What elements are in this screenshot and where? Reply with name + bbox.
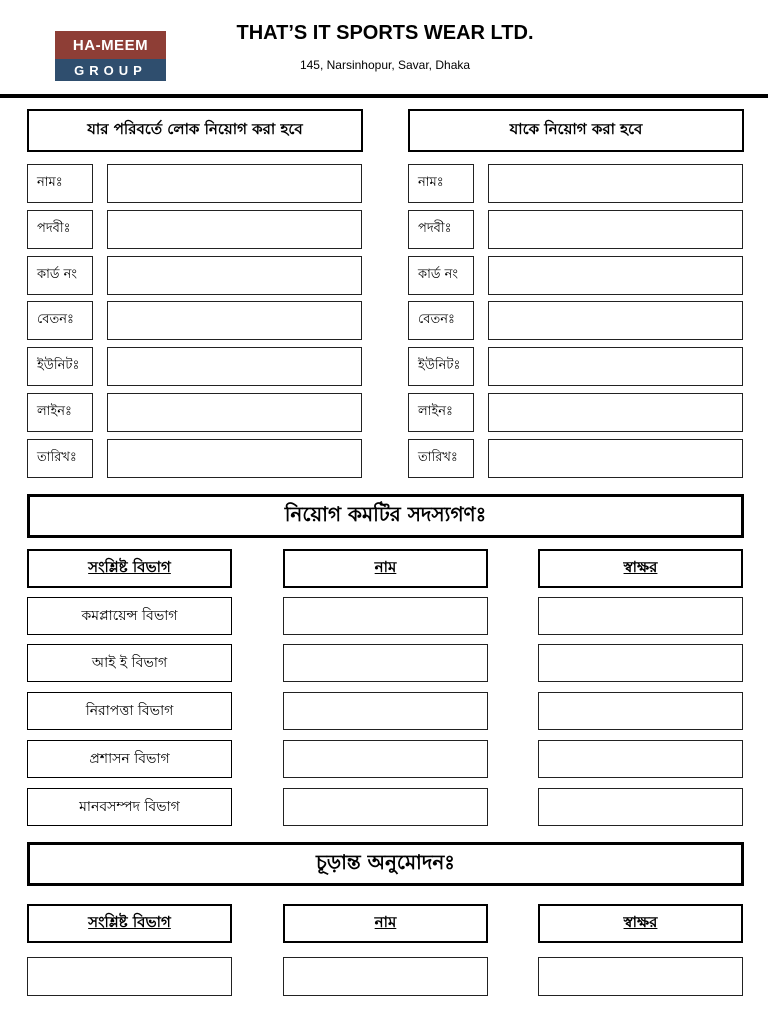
committee-dept-compliance: কমপ্লায়েন্স বিভাগ bbox=[27, 597, 232, 635]
right-unit-field[interactable] bbox=[488, 347, 743, 386]
left-line-field[interactable] bbox=[107, 393, 362, 432]
committee-dept-ie: আই ই বিভাগ bbox=[27, 644, 232, 682]
left-name-field[interactable] bbox=[107, 164, 362, 203]
left-section-title: যার পরিবর্তে লোক নিয়োগ করা হবে bbox=[27, 109, 363, 152]
committee-name-field[interactable] bbox=[283, 644, 488, 682]
committee-dept-admin: প্রশাসন বিভাগ bbox=[27, 740, 232, 778]
right-card-no-field[interactable] bbox=[488, 256, 743, 295]
committee-signature-field[interactable] bbox=[538, 788, 743, 826]
committee-name-field[interactable] bbox=[283, 788, 488, 826]
committee-name-field[interactable] bbox=[283, 597, 488, 635]
approval-signature-field[interactable] bbox=[538, 957, 743, 996]
committee-name-field[interactable] bbox=[283, 692, 488, 730]
header-divider bbox=[0, 94, 768, 98]
approval-col-name: নাম bbox=[283, 904, 488, 943]
company-address: 145, Narsinhopur, Savar, Dhaka bbox=[299, 58, 471, 72]
approval-col-department: সংশ্লিষ্ট বিভাগ bbox=[27, 904, 232, 943]
right-salary-field[interactable] bbox=[488, 301, 743, 340]
right-label-designation: পদবীঃ bbox=[408, 210, 474, 249]
left-designation-field[interactable] bbox=[107, 210, 362, 249]
right-label-card-no: কার্ড নং bbox=[408, 256, 474, 295]
logo-group: GROUP bbox=[55, 59, 166, 81]
committee-dept-security: নিরাপত্তা বিভাগ bbox=[27, 692, 232, 730]
committee-dept-hr: মানবসম্পদ বিভাগ bbox=[27, 788, 232, 826]
left-label-name: নামঃ bbox=[27, 164, 93, 203]
approval-name-field[interactable] bbox=[283, 957, 488, 996]
company-name: THAT’S IT SPORTS WEAR LTD. bbox=[236, 22, 534, 44]
approval-col-signature: স্বাক্ষর bbox=[538, 904, 743, 943]
left-label-card-no: কার্ড নং bbox=[27, 256, 93, 295]
left-label-date: তারিখঃ bbox=[27, 439, 93, 478]
left-card-no-field[interactable] bbox=[107, 256, 362, 295]
left-label-designation: পদবীঃ bbox=[27, 210, 93, 249]
left-label-line: লাইনঃ bbox=[27, 393, 93, 432]
approval-title: চূড়ান্ত অনুমোদনঃ bbox=[27, 842, 744, 886]
committee-title: নিয়োগ কমটির সদস্যগণঃ bbox=[27, 494, 744, 538]
committee-col-signature: স্বাক্ষর bbox=[538, 549, 743, 588]
left-label-unit: ইউনিটঃ bbox=[27, 347, 93, 386]
committee-col-department: সংশ্লিষ্ট বিভাগ bbox=[27, 549, 232, 588]
approval-department-field[interactable] bbox=[27, 957, 232, 996]
right-date-field[interactable] bbox=[488, 439, 743, 478]
committee-signature-field[interactable] bbox=[538, 692, 743, 730]
right-label-date: তারিখঃ bbox=[408, 439, 474, 478]
left-date-field[interactable] bbox=[107, 439, 362, 478]
right-label-unit: ইউনিটঃ bbox=[408, 347, 474, 386]
left-unit-field[interactable] bbox=[107, 347, 362, 386]
right-section-title: যাকে নিয়োগ করা হবে bbox=[408, 109, 744, 152]
right-designation-field[interactable] bbox=[488, 210, 743, 249]
right-label-name: নামঃ bbox=[408, 164, 474, 203]
committee-col-name: নাম bbox=[283, 549, 488, 588]
right-label-line: লাইনঃ bbox=[408, 393, 474, 432]
right-name-field[interactable] bbox=[488, 164, 743, 203]
left-salary-field[interactable] bbox=[107, 301, 362, 340]
committee-signature-field[interactable] bbox=[538, 597, 743, 635]
committee-signature-field[interactable] bbox=[538, 644, 743, 682]
right-line-field[interactable] bbox=[488, 393, 743, 432]
left-label-salary: বেতনঃ bbox=[27, 301, 93, 340]
committee-name-field[interactable] bbox=[283, 740, 488, 778]
committee-signature-field[interactable] bbox=[538, 740, 743, 778]
right-label-salary: বেতনঃ bbox=[408, 301, 474, 340]
logo-ha-meem: HA-MEEM bbox=[55, 31, 166, 59]
